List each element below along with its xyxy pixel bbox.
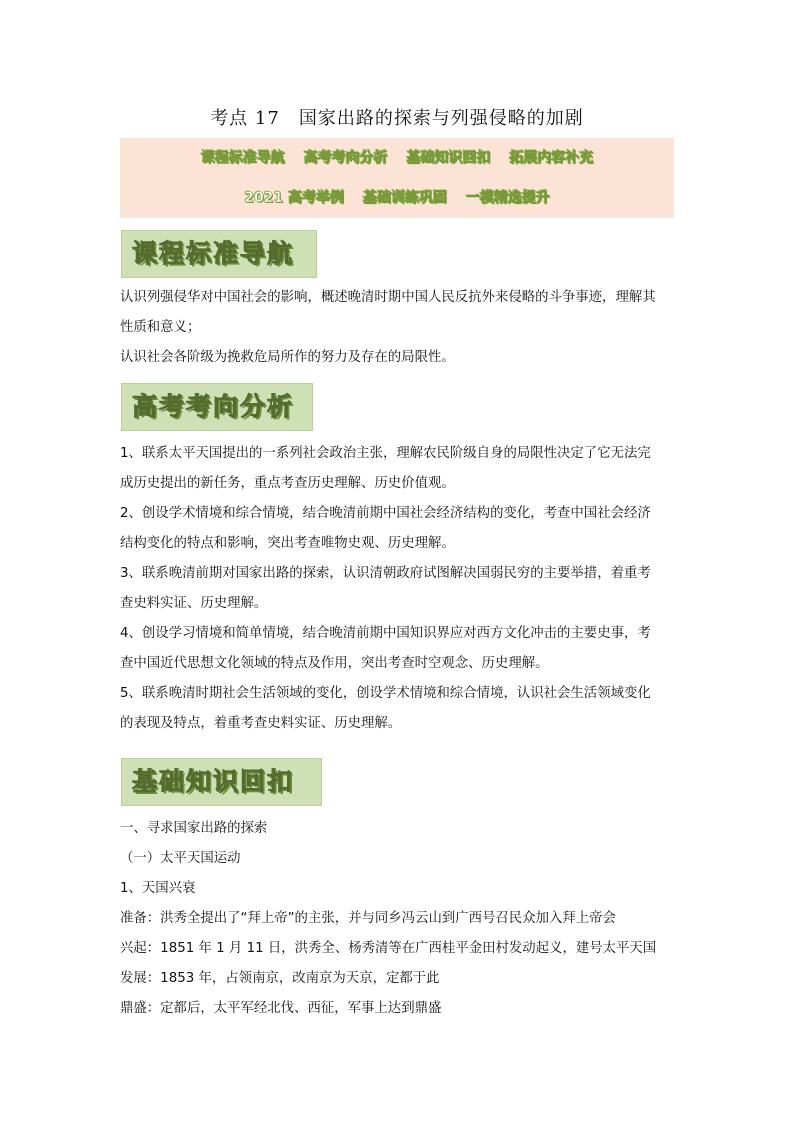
nav-link-standard[interactable]: 课程标准导航 xyxy=(200,150,285,166)
nav-row-1 xyxy=(120,138,674,178)
analysis-line: 4、创设学习情境和简单情境，结合晚清前期中国知识界应对西方文化冲击的主要史事，考 xyxy=(120,626,651,641)
standard-line: 认识社会各阶级为挽救危局所作的努力及存在的局限性。 xyxy=(120,350,455,365)
basics-text xyxy=(120,814,676,1024)
nav-row-2 xyxy=(120,178,674,218)
analysis-line: 结构变化的特点和影响，突出考查唯物史观、历史理解。 xyxy=(120,536,455,551)
basics-line: （一）太平天国运动 xyxy=(120,851,241,866)
nav-link-2021-examples[interactable]: 2021 高考举例 xyxy=(244,190,345,206)
analysis-line: 2、创设学术情境和综合情境，结合晚清前期中国社会经济结构的变化，考查中国社会经济 xyxy=(120,506,651,521)
basics-line: 准备：洪秀全提出了“拜上帝”的主张，并与同乡冯云山到广西号召民众加入拜上帝会 xyxy=(120,911,616,926)
analysis-line: 查史料实证、历史理解。 xyxy=(120,596,268,611)
analysis-line: 3、联系晚清前期对国家出路的探索，认识清朝政府试图解决国弱民穷的主要举措，着重考 xyxy=(120,566,651,581)
nav-link-analysis[interactable]: 高考考向分析 xyxy=(303,150,388,166)
analysis-line: 5、联系晚清时期社会生活领域的变化，创设学术情境和综合情境，认识社会生活领域变化 xyxy=(120,686,651,701)
standard-line: 性质和意义； xyxy=(120,320,201,335)
basics-line: 一、寻求国家出路的探索 xyxy=(120,821,268,836)
section-header-analysis: 高考考向分析 xyxy=(121,383,313,431)
nav-banner xyxy=(120,138,674,218)
basics-line: 兴起：1851 年 1 月 11 日，洪秀全、杨秀清等在广西桂平金田村发动起义，建号太平天国 xyxy=(120,941,657,956)
analysis-text xyxy=(120,439,676,739)
analysis-line: 查中国近代思想文化领域的特点及作用，突出考查时空观念、历史理解。 xyxy=(120,656,549,671)
section-header-basics: 基础知识回扣 xyxy=(121,758,322,806)
basics-line: 发展：1853 年，占领南京，改南京为天京，定都于此 xyxy=(120,971,440,986)
basics-line: 1、天国兴衰 xyxy=(120,881,196,896)
analysis-line: 1、联系太平天国提出的一系列社会政治主张，理解农民阶级自身的局限性决定了它无法完 xyxy=(120,446,651,461)
analysis-line: 的表现及特点，着重考查史料实证、历史理解。 xyxy=(120,716,402,731)
standard-line: 认识列强侵华对中国社会的影响，概述晚清时期中国人民反抗外来侵略的斗争事迹，理解其 xyxy=(120,290,656,305)
standard-text xyxy=(120,283,676,373)
section-header-standard: 课程标准导航 xyxy=(121,230,317,278)
page-title: 考点 17 国家出路的探索与列强侵略的加剧 xyxy=(210,108,584,129)
basics-line: 鼎盛：定都后，太平军经北伐、西征，军事上达到鼎盛 xyxy=(120,1001,442,1016)
nav-link-basics[interactable]: 基础知识回扣 xyxy=(406,150,491,166)
nav-link-extension[interactable]: 拓展内容补充 xyxy=(509,150,594,166)
analysis-line: 成历史提出的新任务，重点考查历史理解、历史价值观。 xyxy=(120,476,455,491)
nav-link-basic-training[interactable]: 基础训练巩固 xyxy=(362,190,447,206)
nav-link-mock-selection[interactable]: 一模精选提升 xyxy=(465,190,550,206)
